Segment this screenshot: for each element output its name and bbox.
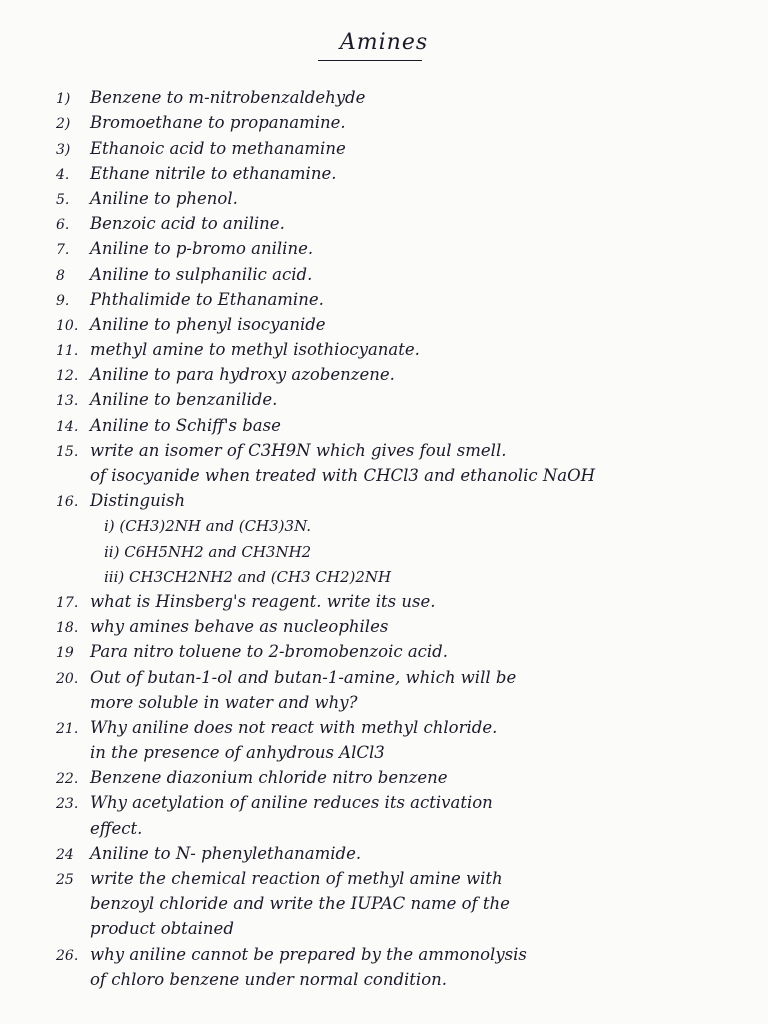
question-line [56,762,746,787]
question-text: Ethanoic acid to methanamine [90,138,346,158]
question-number: 22. [56,771,79,788]
question-number: 18. [56,620,79,637]
question-line [56,611,746,636]
question-continuation-line [56,561,746,586]
question-text: Distinguish [90,491,186,511]
question-number: 4. [56,166,70,183]
question-line [56,309,746,334]
question-number: 19 [56,645,74,662]
question-continuation-line [56,687,746,712]
question-number: 15. [56,443,79,460]
question-line [56,258,746,283]
question-line [56,863,746,888]
question-text: Aniline to para hydroxy azobenzene. [90,365,395,385]
question-number: 26. [56,947,79,964]
question-line [56,107,746,132]
question-line [56,435,746,460]
question-text: more soluble in water and why? [90,692,358,712]
question-text: why amines behave as nucleophiles [90,617,389,637]
question-line [56,359,746,384]
question-text: benzoyl chloride and write the IUPAC name of the [90,894,510,914]
question-line [56,208,746,233]
question-text: Phthalimide to Ethanamine. [90,289,324,309]
question-text: of chloro benzene under normal condition. [90,969,447,989]
question-text: Why aniline does not react with methyl chloride. [90,717,498,737]
question-number: 12. [56,368,79,385]
question-text: in the presence of anhydrous AlCl3 [90,743,385,763]
question-number: 25 [56,872,74,888]
question-line [56,409,746,434]
question-line [56,838,746,863]
question-text: ii) C6H5NH2 and CH3NH2 [104,542,312,561]
question-line [56,787,746,812]
question-text: write an isomer of C3H9N which gives foul smell. [90,440,507,460]
question-text: why aniline cannot be prepared by the ammonolysis [90,944,527,964]
question-text: what is Hinsberg's reagent. write its use. [90,591,436,611]
question-text: Benzene diazonium chloride nitro benzene [90,768,448,788]
question-text: Aniline to sulphanilic acid. [90,264,313,284]
question-text: Aniline to Schiff's base [90,415,281,435]
question-text: Benzene to m-nitrobenzaldehyde [90,88,366,108]
question-line [56,183,746,208]
question-number: 21. [56,720,79,737]
question-continuation-line [56,913,746,938]
question-number: 2) [56,116,71,133]
question-text: iii) CH3CH2NH2 and (CH3 CH2)2NH [104,567,392,586]
question-text: of isocyanide when treated with CHCl3 and ethanolic NaOH [90,466,596,485]
question-number: 6. [56,217,70,234]
question-number: 8 [56,267,65,284]
question-text: i) (CH3)2NH and (CH3)3N. [104,517,311,536]
question-number: 9. [56,292,70,309]
question-line [56,485,746,510]
question-continuation-line [56,460,746,485]
question-text: Aniline to p-bromo aniline. [90,239,314,259]
question-list [56,82,746,989]
question-number: 10. [56,317,79,334]
question-continuation-line [56,535,746,560]
question-text: Ethane nitrile to ethanamine. [90,163,337,183]
question-number: 23. [56,796,79,813]
question-number: 7. [56,242,70,259]
question-text: methyl amine to methyl isothiocyanate. [90,340,420,360]
question-line [56,384,746,409]
question-line [56,334,746,359]
title-underline [318,60,422,61]
question-text: Aniline to N- phenylethanamide. [90,843,362,863]
question-number: 16. [56,494,79,511]
question-number: 14. [56,418,79,435]
question-text: Aniline to benzanilide. [90,390,278,410]
question-text: Why acetylation of aniline reduces its activation [90,793,493,813]
question-line [56,712,746,737]
question-number: 13. [56,393,79,410]
question-number: 11. [56,343,79,360]
question-text: effect. [90,818,143,838]
question-line [56,82,746,107]
question-continuation-line [56,737,746,762]
question-line [56,233,746,258]
question-line [56,938,746,963]
question-line [56,158,746,183]
question-line [56,636,746,661]
question-number: 3) [56,141,71,158]
question-text: Aniline to phenyl isocyanide [90,314,326,334]
question-number: 1) [56,91,71,108]
question-line [56,586,746,611]
page-title: Amines [339,30,429,55]
question-number: 24 [56,846,74,863]
question-text: Para nitro toluene to 2-bromobenzoic acid. [90,642,448,662]
question-number: 5. [56,191,70,208]
question-text: Out of butan-1-ol and butan-1-amine, which will be [90,667,517,687]
question-text: product obtained [90,919,234,939]
question-line [56,661,746,686]
question-text: write the chemical reaction of methyl amine with [90,869,503,888]
question-number: 20. [56,670,79,687]
question-text: Aniline to phenol. [90,188,238,208]
question-continuation-line [56,812,746,837]
question-continuation-line [56,964,746,989]
question-text: Bromoethane to propanamine. [90,113,346,133]
question-continuation-line [56,510,746,535]
question-line [56,132,746,157]
question-line [56,284,746,309]
question-text: Benzoic acid to aniline. [90,214,285,234]
question-continuation-line [56,888,746,913]
question-number: 17. [56,594,79,611]
